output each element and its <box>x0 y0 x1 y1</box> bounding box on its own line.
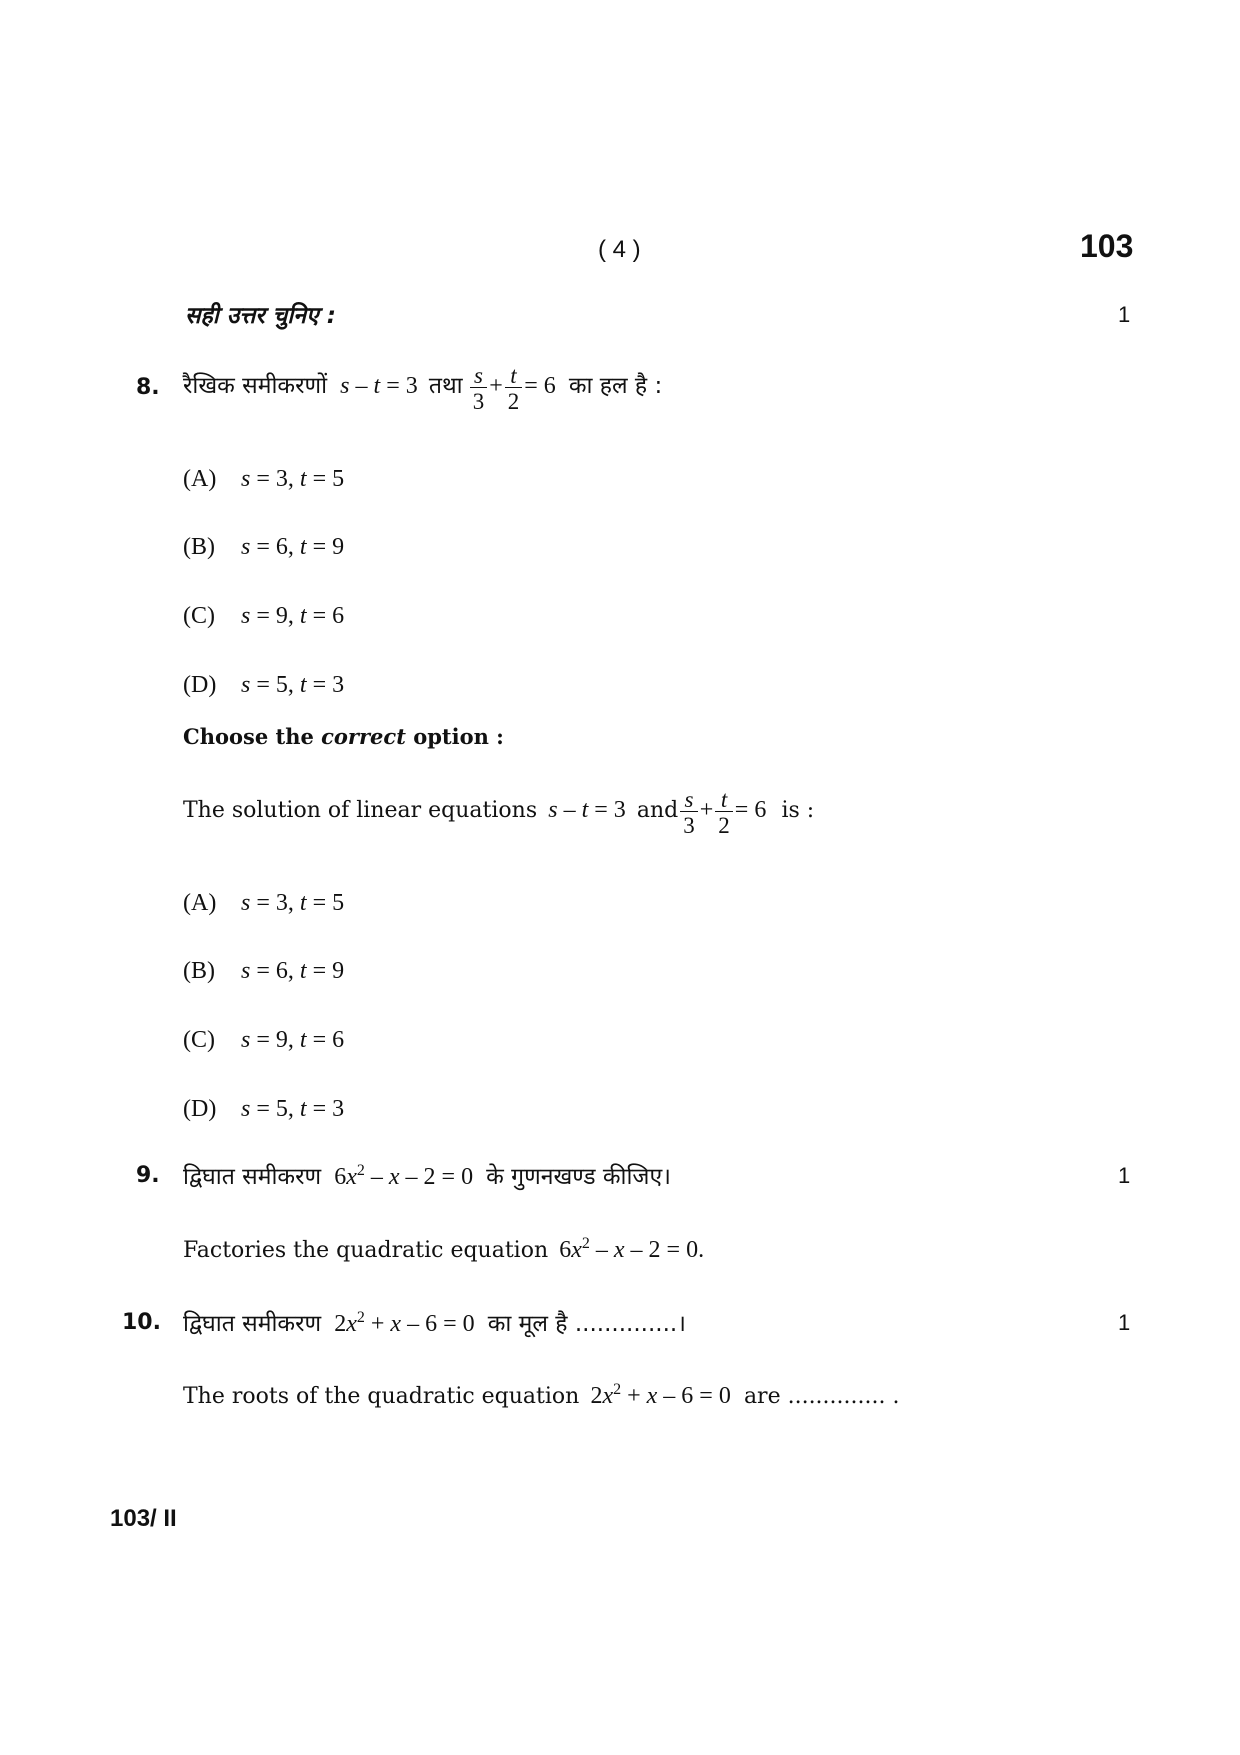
q8-en-option-a: (A) s = 3, t = 5 <box>183 890 345 916</box>
q8-en-frac-t-2: $\frac{t}{2}$ <box>715 788 733 837</box>
instruction-english: Choose the correct option : <box>183 724 504 749</box>
question-9-hindi: द्विघात समीकरण $6x^2 - x - 2 = 0$ के गुणनखण्ड कीजिए। <box>183 1162 671 1190</box>
q8-hi-option-d: (D) s = 5, t = 3 <box>183 672 345 698</box>
question-10-english: The roots of the quadratic equation $2x^2 + x - 6 = 0$ are .............. . <box>183 1381 900 1409</box>
question-9-english: Factories the quadratic equation $6x^2 - x - 2 = 0$. <box>183 1235 705 1263</box>
question-8-number: 8. <box>136 375 160 400</box>
q8-english-prefix: The solution of linear equations <box>183 798 538 823</box>
q8-en-option-c: (C) s = 9, t = 6 <box>183 1027 345 1053</box>
question-10-hindi: द्विघात समीकरण $2x^2 + x - 6 = 0$ का मूल है ..............। <box>183 1309 686 1337</box>
paper-code: 103 <box>1080 228 1134 264</box>
q8-en-frac-s-3: $\frac{s}{3}$ <box>680 788 698 837</box>
q8-hi-option-c: (C) s = 9, t = 6 <box>183 603 345 629</box>
footer-code: 103/ II <box>110 1505 177 1532</box>
q8-en-option-b: (B) s = 6, t = 9 <box>183 958 345 984</box>
q8-hi-option-a: (A) s = 3, t = 5 <box>183 466 345 492</box>
q8-en-option-d: (D) s = 5, t = 3 <box>183 1096 345 1122</box>
q8-eq1: s – t = 3 <box>340 373 418 399</box>
page-number: ( 4 ) <box>598 236 641 263</box>
q8-hindi-prefix: रैखिक समीकरणों <box>183 373 328 399</box>
question-10-marks: 1 <box>1118 1310 1131 1335</box>
q8-hindi-and: तथा <box>428 373 463 399</box>
question-8-hindi: रैखिक समीकरणों s – t = 3 तथा $\frac{s}{3}$ + $\frac{t}{2}$ = 6 का हल है : <box>183 363 663 414</box>
q8-hi-option-b: (B) s = 6, t = 9 <box>183 534 345 560</box>
question-10-number: 10. <box>122 1310 161 1335</box>
instruction-marks: 1 <box>1118 302 1131 327</box>
question-9-marks: 1 <box>1118 1163 1131 1188</box>
q8-frac-s-3: $\frac{s}{3}$ <box>470 364 488 413</box>
q8-hindi-suffix: का हल है : <box>568 373 663 399</box>
instruction-hindi: सही उत्तर चुनिए : <box>185 303 336 329</box>
q8-frac-t-2: $\frac{t}{2}$ <box>505 364 523 413</box>
question-8-english: The solution of linear equations s – t = 3 and $\frac{s}{3}$ + $\frac{t}{2}$ = 6 is : <box>183 787 815 838</box>
question-9-number: 9. <box>136 1163 160 1188</box>
